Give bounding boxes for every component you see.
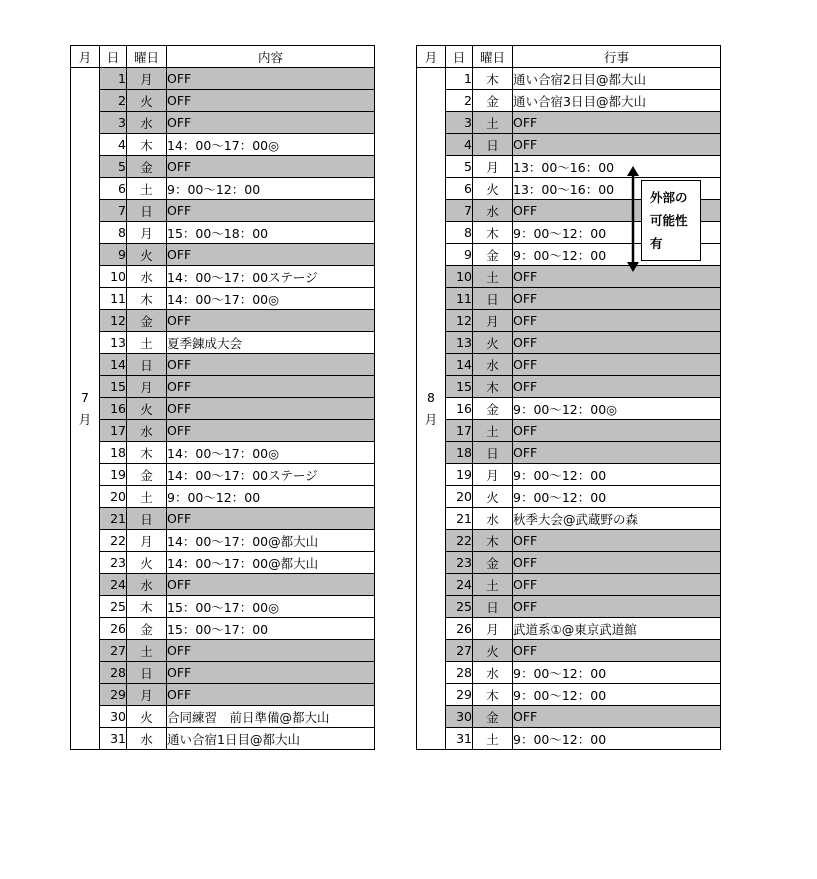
weekday-cell: 日 xyxy=(127,200,167,222)
weekday-cell: 日 xyxy=(473,134,513,156)
weekday-cell: 水 xyxy=(127,112,167,134)
weekday-cell: 金 xyxy=(473,90,513,112)
content-cell: 15：00～17：00◎ xyxy=(167,596,375,618)
day-cell: 30 xyxy=(446,706,473,728)
weekday-cell: 木 xyxy=(127,134,167,156)
content-cell: OFF xyxy=(167,684,375,706)
note-line: 可能性 xyxy=(650,213,688,228)
note-line: 有 xyxy=(650,236,663,251)
header-row xyxy=(71,46,375,68)
day-cell: 15 xyxy=(446,376,473,398)
day-cell: 25 xyxy=(446,596,473,618)
note-line: 外部の xyxy=(650,190,688,205)
day-cell: 2 xyxy=(446,90,473,112)
header-month: 月 xyxy=(417,46,446,68)
weekday-cell: 日 xyxy=(473,442,513,464)
table-row xyxy=(71,244,375,266)
table-row xyxy=(71,728,375,750)
content-cell: OFF xyxy=(167,398,375,420)
day-cell: 21 xyxy=(446,508,473,530)
content-cell: OFF xyxy=(513,376,721,398)
table-row xyxy=(417,574,721,596)
weekday-cell: 日 xyxy=(127,508,167,530)
day-cell: 28 xyxy=(446,662,473,684)
day-cell: 13 xyxy=(100,332,127,354)
content-cell: OFF xyxy=(167,376,375,398)
table-row xyxy=(417,442,721,464)
table-row xyxy=(417,134,721,156)
weekday-cell: 土 xyxy=(473,728,513,750)
content-cell: OFF xyxy=(513,574,721,596)
content-cell: 9：00～12：00 xyxy=(513,684,721,706)
day-cell: 8 xyxy=(100,222,127,244)
weekday-cell: 土 xyxy=(127,332,167,354)
content-cell: 14：00～17：00@都大山 xyxy=(167,552,375,574)
day-cell: 23 xyxy=(446,552,473,574)
header-day: 日 xyxy=(100,46,127,68)
content-cell: 9：00～12：00 xyxy=(513,662,721,684)
weekday-cell: 火 xyxy=(127,90,167,112)
content-cell: 9：00～12：00 xyxy=(513,244,721,266)
day-cell: 11 xyxy=(100,288,127,310)
table-row xyxy=(71,90,375,112)
day-cell: 26 xyxy=(100,618,127,640)
table-row xyxy=(71,662,375,684)
content-cell: 武道系①@東京武道館 xyxy=(513,618,721,640)
weekday-cell: 月 xyxy=(473,464,513,486)
table-row xyxy=(417,618,721,640)
table-row xyxy=(417,706,721,728)
weekday-cell: 火 xyxy=(127,398,167,420)
day-cell: 1 xyxy=(446,68,473,90)
content-cell: OFF xyxy=(167,156,375,178)
weekday-cell: 木 xyxy=(127,288,167,310)
table-row xyxy=(417,266,721,288)
header-content: 内容 xyxy=(167,46,375,68)
weekday-cell: 日 xyxy=(127,662,167,684)
month-suffix: 月 xyxy=(424,411,438,427)
day-cell: 16 xyxy=(100,398,127,420)
content-cell: OFF xyxy=(513,640,721,662)
content-cell: OFF xyxy=(167,508,375,530)
day-cell: 31 xyxy=(100,728,127,750)
table-row xyxy=(417,552,721,574)
day-cell: 5 xyxy=(446,156,473,178)
content-cell: 14：00～17：00◎ xyxy=(167,134,375,156)
day-cell: 17 xyxy=(100,420,127,442)
content-cell: OFF xyxy=(513,332,721,354)
header-content: 行事 xyxy=(513,46,721,68)
weekday-cell: 木 xyxy=(473,68,513,90)
content-cell: OFF xyxy=(513,706,721,728)
month-cell xyxy=(71,68,100,750)
day-cell: 3 xyxy=(446,112,473,134)
content-cell: 秋季大会@武蔵野の森 xyxy=(513,508,721,530)
content-cell: 合同練習 前日準備@都大山 xyxy=(167,706,375,728)
weekday-cell: 金 xyxy=(127,618,167,640)
content-cell: OFF xyxy=(167,420,375,442)
day-cell: 4 xyxy=(446,134,473,156)
weekday-cell: 水 xyxy=(127,420,167,442)
content-cell: 9：00～12：00 xyxy=(513,728,721,750)
day-cell: 27 xyxy=(100,640,127,662)
day-cell: 30 xyxy=(100,706,127,728)
weekday-cell: 金 xyxy=(127,464,167,486)
weekday-cell: 土 xyxy=(473,266,513,288)
table-row xyxy=(417,112,721,134)
day-cell: 7 xyxy=(100,200,127,222)
weekday-cell: 土 xyxy=(473,574,513,596)
day-cell: 31 xyxy=(446,728,473,750)
day-cell: 20 xyxy=(446,486,473,508)
table-row xyxy=(417,68,721,90)
weekday-cell: 木 xyxy=(473,684,513,706)
day-cell: 29 xyxy=(100,684,127,706)
content-cell: OFF xyxy=(167,90,375,112)
table-row xyxy=(71,266,375,288)
day-cell: 19 xyxy=(100,464,127,486)
month-suffix: 月 xyxy=(78,411,92,427)
day-cell: 10 xyxy=(446,266,473,288)
content-cell: OFF xyxy=(513,596,721,618)
day-cell: 18 xyxy=(446,442,473,464)
table-row xyxy=(71,68,375,90)
table-row xyxy=(417,596,721,618)
content-cell: 夏季錬成大会 xyxy=(167,332,375,354)
content-cell: 9：00～12：00 xyxy=(513,222,721,244)
weekday-cell: 月 xyxy=(473,618,513,640)
weekday-cell: 水 xyxy=(473,508,513,530)
content-cell: OFF xyxy=(167,200,375,222)
weekday-cell: 金 xyxy=(473,706,513,728)
day-cell: 27 xyxy=(446,640,473,662)
weekday-cell: 水 xyxy=(127,574,167,596)
weekday-cell: 土 xyxy=(473,112,513,134)
day-cell: 14 xyxy=(446,354,473,376)
table-row xyxy=(71,508,375,530)
content-cell: 9：00～12：00 xyxy=(513,486,721,508)
table-row xyxy=(71,376,375,398)
day-cell: 6 xyxy=(446,178,473,200)
table-row xyxy=(417,376,721,398)
content-cell: OFF xyxy=(167,112,375,134)
external-possibility-note xyxy=(641,180,701,261)
header-weekday: 曜日 xyxy=(127,46,167,68)
table-row xyxy=(71,222,375,244)
content-cell: 通い合宿1日目@都大山 xyxy=(167,728,375,750)
content-cell: OFF xyxy=(513,134,721,156)
table-row xyxy=(417,640,721,662)
content-cell: OFF xyxy=(513,354,721,376)
content-cell: 通い合宿2日目@都大山 xyxy=(513,68,721,90)
weekday-cell: 木 xyxy=(473,222,513,244)
table-row xyxy=(71,288,375,310)
day-cell: 12 xyxy=(100,310,127,332)
table-row xyxy=(71,596,375,618)
weekday-cell: 火 xyxy=(473,178,513,200)
table-row xyxy=(71,398,375,420)
weekday-cell: 月 xyxy=(127,222,167,244)
content-cell: OFF xyxy=(513,266,721,288)
day-cell: 11 xyxy=(446,288,473,310)
day-cell: 7 xyxy=(446,200,473,222)
content-cell: 15：00～18：00 xyxy=(167,222,375,244)
content-cell: OFF xyxy=(513,420,721,442)
content-cell: OFF xyxy=(513,552,721,574)
table-row xyxy=(71,706,375,728)
weekday-cell: 金 xyxy=(473,398,513,420)
table-row xyxy=(71,684,375,706)
day-cell: 4 xyxy=(100,134,127,156)
day-cell: 24 xyxy=(446,574,473,596)
day-cell: 26 xyxy=(446,618,473,640)
weekday-cell: 火 xyxy=(127,706,167,728)
day-cell: 13 xyxy=(446,332,473,354)
content-cell: 通い合宿3日目@都大山 xyxy=(513,90,721,112)
header-day: 日 xyxy=(446,46,473,68)
weekday-cell: 金 xyxy=(127,156,167,178)
content-cell: 14：00～17：00ステージ xyxy=(167,266,375,288)
table-row xyxy=(71,442,375,464)
table-row xyxy=(417,728,721,750)
day-cell: 15 xyxy=(100,376,127,398)
table-row xyxy=(71,178,375,200)
content-cell: 13：00～16：00 xyxy=(513,178,721,200)
content-cell: 14：00～17：00@都大山 xyxy=(167,530,375,552)
weekday-cell: 木 xyxy=(473,376,513,398)
day-cell: 2 xyxy=(100,90,127,112)
content-cell: OFF xyxy=(167,68,375,90)
month-cell xyxy=(417,68,446,750)
day-cell: 9 xyxy=(100,244,127,266)
table-row xyxy=(417,464,721,486)
day-cell: 21 xyxy=(100,508,127,530)
table-row xyxy=(417,90,721,112)
day-cell: 3 xyxy=(100,112,127,134)
weekday-cell: 火 xyxy=(473,332,513,354)
weekday-cell: 火 xyxy=(127,244,167,266)
weekday-cell: 月 xyxy=(473,310,513,332)
july-schedule-table xyxy=(70,45,375,750)
day-cell: 14 xyxy=(100,354,127,376)
header-weekday: 曜日 xyxy=(473,46,513,68)
content-cell: OFF xyxy=(513,200,721,222)
table-row xyxy=(417,662,721,684)
day-cell: 18 xyxy=(100,442,127,464)
content-cell: 14：00～17：00◎ xyxy=(167,442,375,464)
weekday-cell: 金 xyxy=(473,244,513,266)
table-row xyxy=(71,420,375,442)
table-row xyxy=(71,354,375,376)
content-cell: 9：00～12：00◎ xyxy=(513,398,721,420)
table-row xyxy=(417,332,721,354)
weekday-cell: 土 xyxy=(127,486,167,508)
double-arrow-icon xyxy=(627,166,639,272)
table-row xyxy=(417,530,721,552)
weekday-cell: 月 xyxy=(127,530,167,552)
day-cell: 16 xyxy=(446,398,473,420)
content-cell: 9：00～12：00 xyxy=(167,178,375,200)
weekday-cell: 木 xyxy=(473,530,513,552)
month-number: 8 xyxy=(427,389,435,405)
table-row xyxy=(417,288,721,310)
weekday-cell: 金 xyxy=(473,552,513,574)
weekday-cell: 日 xyxy=(473,288,513,310)
table-row xyxy=(417,486,721,508)
table-row xyxy=(417,420,721,442)
table-row xyxy=(417,354,721,376)
weekday-cell: 水 xyxy=(473,354,513,376)
day-cell: 5 xyxy=(100,156,127,178)
day-cell: 25 xyxy=(100,596,127,618)
weekday-cell: 土 xyxy=(127,178,167,200)
table-row xyxy=(71,332,375,354)
content-cell: OFF xyxy=(167,640,375,662)
day-cell: 12 xyxy=(446,310,473,332)
weekday-cell: 日 xyxy=(127,354,167,376)
content-cell: 14：00～17：00ステージ xyxy=(167,464,375,486)
table-row xyxy=(71,112,375,134)
content-cell: OFF xyxy=(513,442,721,464)
content-cell: 15：00～17：00 xyxy=(167,618,375,640)
table-row xyxy=(417,508,721,530)
weekday-cell: 水 xyxy=(473,662,513,684)
table-row xyxy=(71,464,375,486)
day-cell: 24 xyxy=(100,574,127,596)
table-row xyxy=(71,200,375,222)
table-row xyxy=(71,618,375,640)
content-cell: OFF xyxy=(513,288,721,310)
header-month: 月 xyxy=(71,46,100,68)
table-row xyxy=(417,398,721,420)
content-cell: OFF xyxy=(167,574,375,596)
content-cell: OFF xyxy=(167,354,375,376)
weekday-cell: 火 xyxy=(473,640,513,662)
table-row xyxy=(71,156,375,178)
table-row xyxy=(71,574,375,596)
day-cell: 10 xyxy=(100,266,127,288)
day-cell: 28 xyxy=(100,662,127,684)
day-cell: 19 xyxy=(446,464,473,486)
table-row xyxy=(71,310,375,332)
day-cell: 6 xyxy=(100,178,127,200)
weekday-cell: 水 xyxy=(127,266,167,288)
month-number: 7 xyxy=(81,389,89,405)
day-cell: 22 xyxy=(446,530,473,552)
table-row xyxy=(71,552,375,574)
content-cell: 13：00～16：00 xyxy=(513,156,721,178)
content-cell: OFF xyxy=(167,662,375,684)
header-row xyxy=(417,46,721,68)
weekday-cell: 木 xyxy=(127,442,167,464)
table-row xyxy=(417,684,721,706)
content-cell: OFF xyxy=(167,244,375,266)
content-cell: OFF xyxy=(167,310,375,332)
day-cell: 22 xyxy=(100,530,127,552)
day-cell: 1 xyxy=(100,68,127,90)
day-cell: 9 xyxy=(446,244,473,266)
content-cell: OFF xyxy=(513,530,721,552)
table-row xyxy=(417,310,721,332)
content-cell: 9：00～12：00 xyxy=(513,464,721,486)
august-schedule-table xyxy=(416,45,721,750)
weekday-cell: 月 xyxy=(127,684,167,706)
day-cell: 17 xyxy=(446,420,473,442)
weekday-cell: 火 xyxy=(473,486,513,508)
day-cell: 29 xyxy=(446,684,473,706)
table-row xyxy=(71,134,375,156)
content-cell: OFF xyxy=(513,310,721,332)
day-cell: 23 xyxy=(100,552,127,574)
table-row xyxy=(71,640,375,662)
table-row xyxy=(71,530,375,552)
weekday-cell: 月 xyxy=(473,156,513,178)
weekday-cell: 水 xyxy=(473,200,513,222)
weekday-cell: 木 xyxy=(127,596,167,618)
content-cell: 9：00～12：00 xyxy=(167,486,375,508)
weekday-cell: 月 xyxy=(127,68,167,90)
weekday-cell: 土 xyxy=(127,640,167,662)
weekday-cell: 水 xyxy=(127,728,167,750)
content-cell: OFF xyxy=(513,112,721,134)
weekday-cell: 火 xyxy=(127,552,167,574)
table-row xyxy=(71,486,375,508)
day-cell: 8 xyxy=(446,222,473,244)
weekday-cell: 土 xyxy=(473,420,513,442)
day-cell: 20 xyxy=(100,486,127,508)
content-cell: 14：00～17：00◎ xyxy=(167,288,375,310)
weekday-cell: 月 xyxy=(127,376,167,398)
weekday-cell: 日 xyxy=(473,596,513,618)
table-row xyxy=(417,156,721,178)
weekday-cell: 金 xyxy=(127,310,167,332)
